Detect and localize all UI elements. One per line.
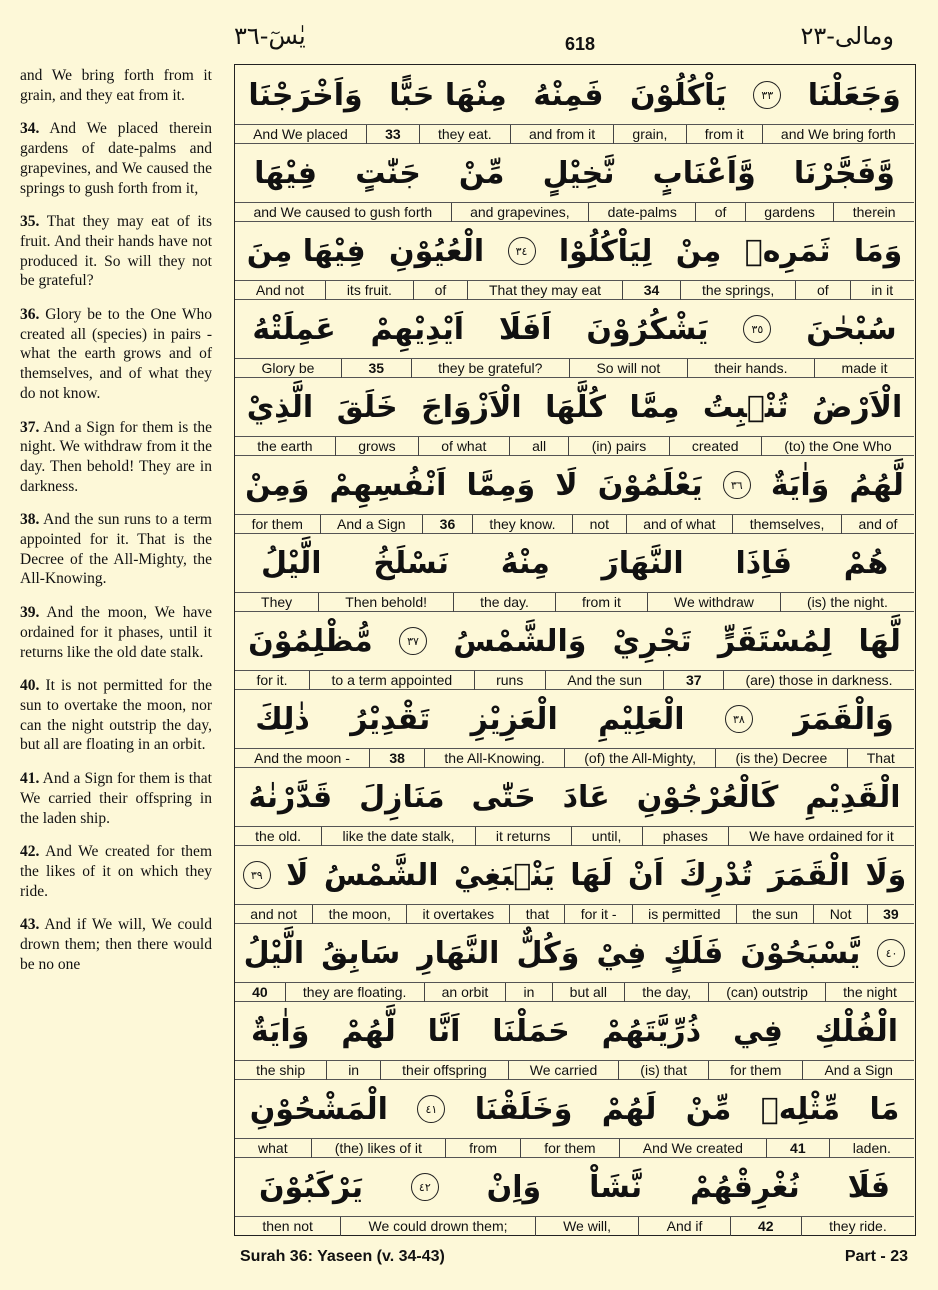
arabic-word: قَدَّرْنٰهُ xyxy=(248,779,333,815)
gloss-cell: Not xyxy=(813,905,866,924)
gloss-cell: and We caused to gush forth xyxy=(253,204,433,220)
verse-number-cell: 37 xyxy=(663,671,723,690)
arabic-word: الْقَمَرَ xyxy=(768,857,850,893)
gloss-cell: then not xyxy=(262,1218,313,1234)
grid-row xyxy=(235,689,914,768)
gloss-cell: gardens xyxy=(745,203,833,222)
verse-number: 42. xyxy=(20,843,40,861)
gloss-cell: We carried xyxy=(508,1061,619,1080)
word-by-word-grid xyxy=(234,64,916,1236)
arabic-word: يَرْكَبُوْنَ xyxy=(258,1169,363,1205)
arabic-word: الشَّمْسُ xyxy=(323,857,439,893)
gloss-cell: until, xyxy=(571,827,642,846)
arabic-word: الْعَزِيْزِ xyxy=(470,701,558,737)
verse-text: Glory be to the One Who created all (species) in pairs - what the earth grows and of themselves, and of what they do not know. xyxy=(20,306,212,402)
english-gloss-line xyxy=(235,1138,914,1158)
gloss-cell: And We placed xyxy=(253,126,348,142)
arabic-word: لِمُسْتَقَرٍّ xyxy=(717,623,833,659)
arabic-word: جَنّٰتٍ xyxy=(355,155,421,191)
arabic-word: فِيْهَا مِنَ xyxy=(246,233,366,269)
gloss-cell: (is) the night. xyxy=(780,593,914,612)
gloss-cell: (is the) Decree xyxy=(715,749,846,768)
ayah-end-marker: ٤١ xyxy=(417,1095,445,1123)
page-number: 618 xyxy=(564,34,596,54)
arabic-word: يَعْلَمُوْنَ xyxy=(597,467,703,503)
gloss-cell: but all xyxy=(552,983,625,1002)
gloss-cell: and of xyxy=(841,515,914,534)
arabic-word: فِيْ xyxy=(596,935,647,971)
verse-translation xyxy=(20,915,212,974)
verse-number: 35. xyxy=(20,213,40,231)
ayah-end-marker: ٤٢ xyxy=(411,1173,439,1201)
gloss-cell: in xyxy=(505,983,551,1002)
arabic-word: لِيَاْكُلُوْا xyxy=(558,233,653,269)
arabic-word: مِّنْ xyxy=(458,155,505,191)
grid-row xyxy=(235,377,914,456)
gloss-cell: they ride. xyxy=(801,1217,914,1236)
gloss-cell: for it. xyxy=(256,672,288,688)
grid-row xyxy=(235,611,914,690)
arabic-word: فَمِنْهُ xyxy=(533,77,604,113)
gloss-cell: date-palms xyxy=(588,203,695,222)
verse-number-cell: 33 xyxy=(366,125,419,144)
gloss-cell: They xyxy=(261,594,293,610)
verse-number-cell: 39 xyxy=(867,905,914,924)
gloss-cell: what xyxy=(258,1140,288,1156)
gloss-cell: of xyxy=(413,281,467,300)
arabic-word: اَفَلَا xyxy=(498,311,552,347)
arabic-word: نَّشَاْ xyxy=(589,1169,643,1205)
verse-text: And a Sign for them is the night. We withdraw from it the day. Then behold! They are in darkness. xyxy=(20,418,212,495)
gloss-cell: its fruit. xyxy=(325,281,413,300)
grid-row xyxy=(235,533,914,612)
english-gloss-line xyxy=(235,280,914,300)
ayah-end-marker: ٣٦ xyxy=(723,471,751,499)
grid-row xyxy=(235,767,914,846)
arabic-word: الْاَزْوَاجَ xyxy=(421,389,522,425)
arabic-word: كُلَّهَا xyxy=(545,389,606,425)
arabic-line xyxy=(235,377,914,437)
arabic-word: الْقَدِيْمِ xyxy=(805,779,901,815)
gloss-cell: in it xyxy=(850,281,914,300)
gloss-cell: (of) the All-Mighty, xyxy=(564,749,715,768)
arabic-word: خَلَقَ xyxy=(336,389,398,425)
arabic-word: وَمِمَّا xyxy=(466,467,536,503)
arabic-word: فِي xyxy=(732,1013,783,1049)
verse-number-cell: 38 xyxy=(369,749,424,768)
english-gloss-line xyxy=(235,670,914,690)
arabic-word: وَّفَجَّرْنَا xyxy=(793,155,895,191)
english-gloss-line xyxy=(235,202,914,222)
arabic-word: الْعَلِيْمِ xyxy=(598,701,685,737)
footer-part: Part - 23 xyxy=(844,1248,908,1265)
verse-text: and We bring forth from it grain, and they eat from it. xyxy=(20,67,212,104)
verse-number: 40. xyxy=(20,677,40,695)
arabic-word: لَا xyxy=(286,857,309,893)
arabic-line xyxy=(235,533,914,593)
gloss-cell: the sun xyxy=(736,905,814,924)
arabic-word: نَسْلَخُ xyxy=(373,545,449,581)
arabic-word: لَّهُمْ xyxy=(341,1013,396,1049)
verse-number-cell: 35 xyxy=(341,359,411,378)
gloss-cell: therein xyxy=(833,203,914,222)
verse-text: That they may eat of its fruit. And their hands have not produced it. So will they not be grateful? xyxy=(20,213,212,290)
arabic-word: النَّهَارِ xyxy=(417,935,500,971)
arabic-line xyxy=(235,1001,914,1061)
gloss-cell: the earth xyxy=(257,438,313,454)
arabic-word: مَا xyxy=(869,1091,900,1127)
translation-column xyxy=(20,66,212,988)
arabic-line xyxy=(235,221,914,281)
gloss-cell: Glory be xyxy=(261,360,315,376)
gloss-cell: runs xyxy=(474,671,545,690)
gloss-cell: created xyxy=(669,437,761,456)
arabic-word: مَنَازِلَ xyxy=(359,779,445,815)
arabic-word: لَّهَا xyxy=(858,623,901,659)
verse-text: And the moon, We have ordained for it phases, until it returns like the old date stalk. xyxy=(20,604,212,661)
gloss-cell: We withdraw xyxy=(647,593,780,612)
verse-translation xyxy=(20,212,212,291)
grid-row xyxy=(235,65,914,144)
gloss-cell: the moon, xyxy=(312,905,406,924)
page-header xyxy=(0,0,938,62)
verse-number-cell: 34 xyxy=(622,281,680,300)
english-gloss-line xyxy=(235,982,914,1002)
gloss-cell: it overtakes xyxy=(406,905,509,924)
verse-text: And We created for them the likes of it on which they ride. xyxy=(20,843,212,900)
arabic-word: لَهُمْ xyxy=(601,1091,657,1127)
arabic-line xyxy=(235,455,914,515)
gloss-cell: So will not xyxy=(569,359,687,378)
grid-row xyxy=(235,1157,914,1235)
arabic-word: سَابِقُ xyxy=(321,935,401,971)
ayah-end-marker: ٤٠ xyxy=(877,939,905,967)
gloss-cell: and of what xyxy=(626,515,733,534)
arabic-word: عَادَ xyxy=(562,779,610,815)
arabic-word: وَاٰيَةٌ xyxy=(770,467,830,503)
arabic-word: الَّيْلُ xyxy=(243,935,305,971)
arabic-word: لَّهُمُ xyxy=(849,467,904,503)
arabic-word: وَالْقَمَرَ xyxy=(793,701,894,737)
gloss-cell: from it xyxy=(555,593,647,612)
arabic-line xyxy=(235,143,914,203)
arabic-line xyxy=(235,767,914,827)
verse-number-cell: 36 xyxy=(422,515,472,534)
gloss-cell: an orbit xyxy=(424,983,506,1002)
verse-translation xyxy=(20,119,212,198)
arabic-word: وَالشَّمْسُ xyxy=(453,623,587,659)
verse-translation xyxy=(20,418,212,497)
arabic-word: نَّخِيْلٍ xyxy=(542,155,615,191)
gloss-cell: all xyxy=(509,437,569,456)
verse-translation xyxy=(20,842,212,901)
gloss-cell: the night xyxy=(825,983,914,1002)
grid-row xyxy=(235,299,914,378)
gloss-cell: phases xyxy=(642,827,729,846)
gloss-cell: not xyxy=(572,515,626,534)
verse-number: 36. xyxy=(20,306,40,324)
arabic-line xyxy=(235,65,914,125)
english-gloss-line xyxy=(235,1060,914,1080)
arabic-word: وَّاَعْنَابٍ xyxy=(652,155,756,191)
english-gloss-line xyxy=(235,592,914,612)
english-gloss-line xyxy=(235,124,914,144)
gloss-cell: That xyxy=(847,749,914,768)
english-gloss-line xyxy=(235,1216,914,1236)
header-part-urdu: ومالی-٢٣ xyxy=(800,22,894,50)
arabic-word: الْعُيُوْنِ xyxy=(389,233,485,269)
arabic-word: اَنْفُسِهِمْ xyxy=(329,467,447,503)
arabic-word: تُنْۢبِتُ xyxy=(702,389,789,425)
arabic-word: ذٰلِكَ xyxy=(255,701,310,737)
gloss-cell: (is) that xyxy=(618,1061,708,1080)
arabic-word: مِّنْ xyxy=(685,1091,732,1127)
arabic-word: وَمِنْ xyxy=(245,467,310,503)
arabic-word: نُغْرِقْهُمْ xyxy=(689,1169,800,1205)
verse-translation xyxy=(20,305,212,404)
arabic-word: وَجَعَلْنَا xyxy=(807,77,901,113)
gloss-cell: (in) pairs xyxy=(568,437,668,456)
gloss-cell: (can) outstrip xyxy=(708,983,825,1002)
arabic-line xyxy=(235,1157,914,1217)
gloss-cell: made it xyxy=(814,359,914,378)
gloss-cell: of xyxy=(695,203,745,222)
english-gloss-line xyxy=(235,514,914,534)
arabic-word: فَلَا xyxy=(847,1169,891,1205)
gloss-cell: And the sun xyxy=(545,671,664,690)
arabic-word: يَنْۢبَغِيْ xyxy=(453,857,555,893)
gloss-cell: themselves, xyxy=(732,515,841,534)
arabic-line xyxy=(235,1079,914,1139)
gloss-cell: That they may eat xyxy=(467,281,622,300)
arabic-word: وَكُلٌّ xyxy=(516,935,580,971)
verse-text: It is not permitted for the sun to overtake the moon, nor can the night outstrip the day, but all are floating in an orbit. xyxy=(20,677,212,754)
gloss-cell: their offspring xyxy=(380,1061,508,1080)
gloss-cell: like the date stalk, xyxy=(321,827,474,846)
footer-surah-reference: Surah 36: Yaseen (v. 34-43) xyxy=(240,1248,445,1265)
ayah-end-marker: ٣٣ xyxy=(753,81,781,109)
english-gloss-line xyxy=(235,748,914,768)
gloss-cell: of xyxy=(795,281,849,300)
grid-row xyxy=(235,143,914,222)
gloss-cell: their hands. xyxy=(687,359,814,378)
gloss-cell: laden. xyxy=(829,1139,914,1158)
verse-text: And a Sign for them is that We carried their offspring in the laden ship. xyxy=(20,770,212,827)
arabic-line xyxy=(235,845,914,905)
gloss-cell: the day, xyxy=(624,983,708,1002)
verse-translation xyxy=(20,769,212,828)
gloss-cell: it returns xyxy=(475,827,571,846)
gloss-cell: (to) the One Who xyxy=(761,437,914,456)
gloss-cell: for them xyxy=(520,1139,619,1158)
arabic-word: وَاٰيَةٌ xyxy=(250,1013,310,1049)
gloss-cell: And the moon - xyxy=(254,750,350,766)
gloss-cell: (are) those in darkness. xyxy=(723,671,914,690)
arabic-word: يَّسْبَحُوْنَ xyxy=(740,935,861,971)
grid-row xyxy=(235,1001,914,1080)
arabic-word: لَا xyxy=(555,467,578,503)
gloss-cell: grain, xyxy=(613,125,685,144)
arabic-word: وَلَا xyxy=(865,857,907,893)
ayah-end-marker: ٣٥ xyxy=(743,315,771,343)
verse-translation xyxy=(20,510,212,589)
verse-text: And the sun runs to a term appointed for it. That is the Decree of the All-Mighty, the All-Knowing. xyxy=(20,511,212,588)
arabic-word: وَخَلَقْنَا xyxy=(474,1091,573,1127)
verse-number-cell: 42 xyxy=(730,1217,801,1236)
arabic-word: اَنَّا xyxy=(427,1013,461,1049)
gloss-cell: for them xyxy=(708,1061,802,1080)
arabic-word: ذُرِّيَّتَهُمْ xyxy=(601,1013,702,1049)
verse-translation xyxy=(20,603,212,662)
arabic-word: مِنْ xyxy=(675,233,722,269)
arabic-word: الْاَرْضُ xyxy=(811,389,903,425)
arabic-word: يَشْكُرُوْنَ xyxy=(586,311,709,347)
gloss-cell: and not xyxy=(250,906,298,922)
ayah-end-marker: ٣٨ xyxy=(725,705,753,733)
gloss-cell: they are floating. xyxy=(285,983,424,1002)
gloss-cell: they be grateful? xyxy=(411,359,569,378)
arabic-word: لَهَا xyxy=(570,857,613,893)
gloss-cell: the old. xyxy=(255,828,302,844)
arabic-word: اَيْدِيْهِمْ xyxy=(370,311,465,347)
arabic-word: النَّهَارَ xyxy=(601,545,684,581)
verse-number: 38. xyxy=(20,511,40,529)
arabic-word: هُمْ xyxy=(843,545,889,581)
arabic-word: اَنْ xyxy=(628,857,664,893)
gloss-cell: And a Sign xyxy=(802,1061,914,1080)
english-gloss-line xyxy=(235,436,914,456)
ayah-end-marker: ٣٧ xyxy=(399,627,427,655)
gloss-cell: We could drown them; xyxy=(340,1217,535,1236)
arabic-word: مِّثْلِهٖ xyxy=(760,1091,841,1127)
english-gloss-line xyxy=(235,904,914,924)
gloss-cell: from it xyxy=(686,125,762,144)
arabic-word: تُدْرِكَ xyxy=(679,857,753,893)
gloss-cell: and grapevines, xyxy=(451,203,589,222)
verse-translation xyxy=(20,676,212,755)
verse-number-cell: 40 xyxy=(252,984,268,1000)
gloss-cell: is permitted xyxy=(632,905,736,924)
arabic-word: حَتّٰى xyxy=(471,779,536,815)
arabic-word: حَمَلْنَا xyxy=(492,1013,570,1049)
gloss-cell: We have ordained for it xyxy=(728,827,914,846)
arabic-word: الَّذِيْ xyxy=(246,389,314,425)
gloss-cell: (the) likes of it xyxy=(311,1139,445,1158)
gloss-cell: in xyxy=(326,1061,380,1080)
gloss-cell: that xyxy=(509,905,564,924)
arabic-word: الَّيْلُ xyxy=(260,545,322,581)
arabic-word: مِنْهَا حَبًّا xyxy=(389,77,507,113)
arabic-word: سُبْحٰنَ xyxy=(806,311,897,347)
gloss-cell: and from it xyxy=(510,125,613,144)
gloss-cell: to a term appointed xyxy=(309,671,474,690)
gloss-cell: And We created xyxy=(619,1139,766,1158)
arabic-line xyxy=(235,611,914,671)
english-gloss-line xyxy=(235,826,914,846)
arabic-word: فَاِذَا xyxy=(735,545,793,581)
arabic-word: الْمَشْحُوْنِ xyxy=(249,1091,388,1127)
header-surah-urdu: یٰسٓ-٣٦ xyxy=(234,22,306,50)
arabic-word: وَمَا xyxy=(853,233,903,269)
gloss-cell: the springs, xyxy=(680,281,795,300)
grid-row xyxy=(235,455,914,534)
gloss-cell: And not xyxy=(255,282,305,298)
verse-number: 34. xyxy=(20,120,40,138)
arabic-word: مِنْهُ xyxy=(500,545,550,581)
verse-number: 43. xyxy=(20,916,40,934)
gloss-cell: they eat. xyxy=(419,125,510,144)
ayah-end-marker: ٣٤ xyxy=(508,237,536,265)
arabic-word: تَجْرِيْ xyxy=(612,623,692,659)
gloss-cell: for them xyxy=(251,516,303,532)
arabic-word: ثَمَرِهٖ xyxy=(744,233,831,269)
gloss-cell: And a Sign xyxy=(320,515,423,534)
arabic-word: فِيْهَا xyxy=(254,155,318,191)
arabic-word: وَاَخْرَجْنَا xyxy=(248,77,363,113)
verse-number: 39. xyxy=(20,604,40,622)
verse-text: And We placed therein gardens of date-palms and grapevines, and We caused the springs to gush forth from it, xyxy=(20,120,212,197)
gloss-cell: and We bring forth xyxy=(762,125,914,144)
gloss-cell: the day. xyxy=(453,593,555,612)
verse-number: 37. xyxy=(20,418,40,436)
grid-row xyxy=(235,923,914,1002)
arabic-word: يَاْكُلُوْنَ xyxy=(630,77,727,113)
grid-row xyxy=(235,221,914,300)
arabic-word: وَاِنْ xyxy=(486,1169,542,1205)
arabic-word: فَلَكٍ xyxy=(663,935,724,971)
arabic-word: الْفُلْكِ xyxy=(814,1013,899,1049)
gloss-cell: the All-Knowing. xyxy=(424,749,564,768)
verse-number-cell: 41 xyxy=(766,1139,829,1158)
gloss-cell: of what xyxy=(418,437,509,456)
verse-text: And if We will, We could drown them; then there would be no one xyxy=(20,916,212,973)
gloss-cell: Then behold! xyxy=(318,593,453,612)
gloss-cell: grows xyxy=(335,437,418,456)
grid-row xyxy=(235,845,914,924)
arabic-word: عَمِلَتْهُ xyxy=(252,311,336,347)
gloss-cell: for it - xyxy=(564,905,631,924)
arabic-word: مُّظْلِمُوْنَ xyxy=(248,623,373,659)
verse-number: 41. xyxy=(20,770,40,788)
arabic-line xyxy=(235,689,914,749)
verse-translation xyxy=(20,66,212,105)
gloss-cell: And if xyxy=(638,1217,729,1236)
gloss-cell: We will, xyxy=(535,1217,639,1236)
grid-row xyxy=(235,1079,914,1158)
gloss-cell: they know. xyxy=(472,515,572,534)
english-gloss-line xyxy=(235,358,914,378)
gloss-cell: from xyxy=(445,1139,520,1158)
arabic-word: مِمَّا xyxy=(629,389,680,425)
arabic-line xyxy=(235,299,914,359)
arabic-word: كَالْعُرْجُوْنِ xyxy=(636,779,779,815)
ayah-end-marker: ٣٩ xyxy=(243,861,271,889)
arabic-word: تَقْدِيْرُ xyxy=(350,701,431,737)
gloss-cell: the ship xyxy=(256,1062,306,1078)
arabic-line xyxy=(235,923,914,983)
